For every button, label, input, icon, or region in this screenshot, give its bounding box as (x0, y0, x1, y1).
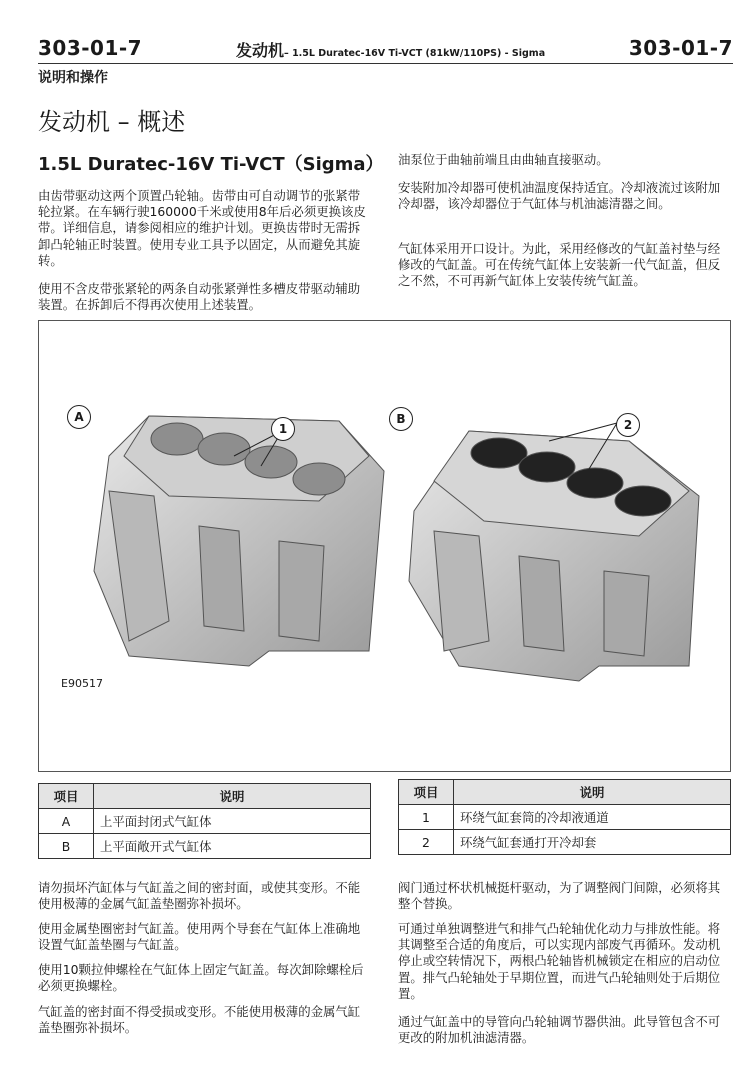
paragraph: 通过气缸盖中的导管向凸轮轴调节器供油。此导管包含不可更改的附加机油滤清器。 (398, 1014, 721, 1046)
legend-table-left (38, 783, 371, 859)
callout-1: 1 (271, 417, 295, 441)
paragraph: 油泵位于曲轴前端且由曲轴直接驱动。 (398, 152, 609, 167)
paragraph: 气缸体采用开口设计。为此，采用经修改的气缸盖衬垫与经修改的气缸盖。可在传统气缸体上安装新一代气缸盖，但反之不然，不可再新气缸体上安装传统气缸盖。 (398, 241, 721, 289)
table-cell-item: B (39, 834, 94, 859)
section-heading: 1.5L Duratec-16V Ti-VCT（Sigma） (38, 154, 384, 175)
closed-deck-block (94, 416, 384, 666)
page-number-left: 303-01-7 (38, 36, 143, 60)
table-cell-desc: 上平面敞开式气缸体 (94, 834, 371, 859)
cylinder-block-illustration (39, 321, 729, 770)
header-subtitle: – 1.5L Duratec-16V Ti-VCT (81kW/110PS) - Sigma (284, 48, 546, 59)
column-header-desc: 说明 (454, 780, 731, 805)
column-header-item: 项目 (39, 784, 94, 809)
column-header-desc: 说明 (94, 784, 371, 809)
paragraph: 安装附加冷却器可使机油温度保持适宜。冷却液流过该附加冷却器，该冷却器位于气缸体与机油滤清器之间。 (398, 180, 721, 212)
page-header (38, 36, 733, 62)
table-header-row (39, 784, 371, 809)
paragraph: 使用金属垫圈密封气缸盖。使用两个导套在气缸体上准确地设置气缸盖垫圈与气缸盖。 (38, 921, 361, 953)
table-row (399, 805, 731, 830)
table-cell-item: A (39, 809, 94, 834)
paragraph: 气缸盖的密封面不得受损或变形。不能使用极薄的金属气缸盖垫圈弥补损坏。 (38, 1004, 361, 1036)
column-header-item: 项目 (399, 780, 454, 805)
section-label: 说明和操作 (38, 70, 108, 86)
paragraph: 使用10颗拉伸螺栓在气缸体上固定气缸盖。每次卸除螺栓后必须更换螺栓。 (38, 962, 364, 994)
table-cell-desc: 上平面封闭式气缸体 (94, 809, 371, 834)
figure-code: E90517 (61, 677, 103, 690)
table-row (39, 809, 371, 834)
table-row (39, 834, 371, 859)
header-title (236, 38, 545, 61)
page-number-right: 303-01-7 (628, 36, 733, 60)
engine-block-figure (38, 320, 731, 772)
callout-2: 2 (616, 413, 640, 437)
table-cell-item: 2 (399, 830, 454, 855)
table-cell-desc: 环绕气缸套通打开冷却套 (454, 830, 731, 855)
paragraph: 可通过单独调整进气和排气凸轮轴优化动力与排放性能。将其调整至合适的角度后，可以实现内部废气再循环。发动机停止或空转情况下，两根凸轮轴皆机械锁定在相应的启动位置。排气凸轮轴处于早期位置，而进气凸轮轴则处于后期位置。 (398, 921, 721, 1001)
figure-label-a: A (67, 405, 91, 429)
table-row (399, 830, 731, 855)
page-title: 发动机 – 概述 (38, 108, 186, 136)
table-header-row (399, 780, 731, 805)
header-rule (38, 63, 733, 64)
figure-label-b: B (389, 407, 413, 431)
open-deck-block (409, 423, 699, 681)
table-cell-desc: 环绕气缸套筒的冷却液通道 (454, 805, 731, 830)
paragraph: 使用不含皮带张紧轮的两条自动张紧弹性多槽皮带驱动辅助装置。在拆卸后不得再次使用上述装置。 (38, 281, 361, 313)
paragraph: 由齿带驱动这两个顶置凸轮轴。齿带由可自动调节的张紧带轮拉紧。在车辆行驶160000千米或使用8年后必须更换该皮带。详细信息，请参阅相应的维护计划。更换齿带时无需拆卸凸轮轴正时装置。使用专业工具予以固定，从而避免其旋转。 (38, 188, 366, 268)
paragraph: 请勿损坏汽缸体与气缸盖之间的密封面，或使其变形。不能使用极薄的金属气缸盖垫圈弥补损坏。 (38, 880, 361, 912)
table-cell-item: 1 (399, 805, 454, 830)
header-title-main: 发动机 (236, 41, 285, 60)
paragraph: 阀门通过杯状机械挺杆驱动，为了调整阀门间隙，必须将其整个替换。 (398, 880, 721, 912)
legend-table-right (398, 779, 731, 855)
